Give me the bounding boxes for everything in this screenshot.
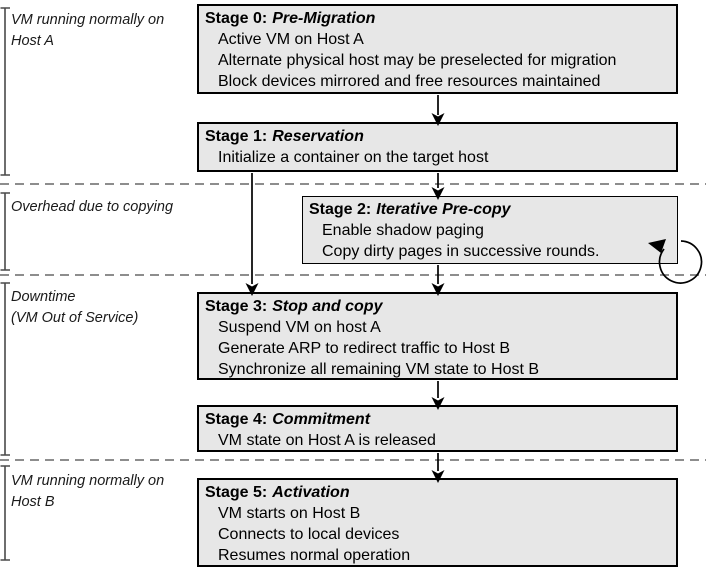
stage-0-title-prefix: Stage 0: (205, 10, 268, 27)
stage-5-title-name: Activation (272, 484, 350, 501)
stage-2-line-1: Enable shadow paging (322, 222, 484, 239)
stage-0-title-name: Pre-Migration (272, 10, 376, 27)
stage-5-line-3: Resumes normal operation (218, 547, 411, 564)
stage-3-line-3: Synchronize all remaining VM state to Host B (218, 361, 540, 378)
stage-1-line-1: Initialize a container on the target host (218, 149, 489, 166)
stage-5-title-prefix: Stage 5: (205, 484, 268, 501)
stage-1-box (197, 122, 678, 172)
stage-5-title (199, 482, 676, 503)
stage-4-title (199, 409, 676, 430)
stage-4-title-name: Commitment (272, 411, 371, 428)
stage-3-title-name: Stop and copy (272, 298, 383, 315)
stage-4-box (197, 405, 678, 452)
stage-5-line-1: VM starts on Host B (218, 505, 361, 522)
stage-3-title-prefix: Stage 3: (205, 298, 268, 315)
stage-0-line-2: Alternate physical host may be preselected for migration (218, 52, 617, 69)
phase-bracket-overhead (1, 193, 11, 270)
phase-bracket-downtime (1, 283, 11, 455)
stage-5-line-2: Connects to local devices (218, 526, 400, 543)
phase-label-line: Host A (11, 33, 54, 49)
phase-bracket-host-a (1, 8, 11, 175)
phase-label-line: VM running normally on (11, 12, 165, 28)
stage-2-title-prefix: Stage 2: (309, 201, 372, 218)
stage-0-box (197, 4, 678, 94)
stage-0-line-3: Block devices mirrored and free resources maintained (218, 73, 601, 90)
stage-4-line-1: VM state on Host A is released (218, 432, 436, 449)
arrow-stage1-to-stage3-bypass (246, 173, 259, 296)
stage-2-line-2: Copy dirty pages in successive rounds. (322, 243, 600, 260)
stage-1-title-prefix: Stage 1: (205, 128, 268, 145)
phase-label-host-a (11, 10, 164, 52)
phase-bracket-host-b (1, 466, 11, 560)
stage-3-box (197, 292, 678, 380)
stage-3-line-2: Generate ARP to redirect traffic to Host B (218, 340, 510, 357)
phase-label-downtime (11, 287, 138, 329)
phase-label-line: Host B (11, 494, 55, 510)
stage-3-line-1: Suspend VM on host A (218, 319, 381, 336)
stage-5-box (197, 478, 678, 567)
stage-4-title-prefix: Stage 4: (205, 411, 268, 428)
phase-label-overhead (11, 197, 173, 218)
stage-3-title (199, 296, 676, 317)
phase-label-host-b (11, 471, 164, 513)
stage-0-line-1: Active VM on Host A (218, 31, 364, 48)
stage-2-box (302, 196, 678, 264)
stage-1-title-name: Reservation (272, 128, 364, 145)
stage-0-title (199, 8, 676, 29)
stage-1-title (199, 126, 676, 147)
stage-2-title-name: Iterative Pre-copy (376, 201, 511, 218)
phase-label-line: (VM Out of Service) (11, 310, 139, 326)
phase-label-line: VM running normally on (11, 473, 165, 489)
phase-label-line: Overhead due to copying (11, 199, 174, 215)
phase-label-line: Downtime (11, 289, 76, 305)
stage-2-title (303, 199, 677, 220)
